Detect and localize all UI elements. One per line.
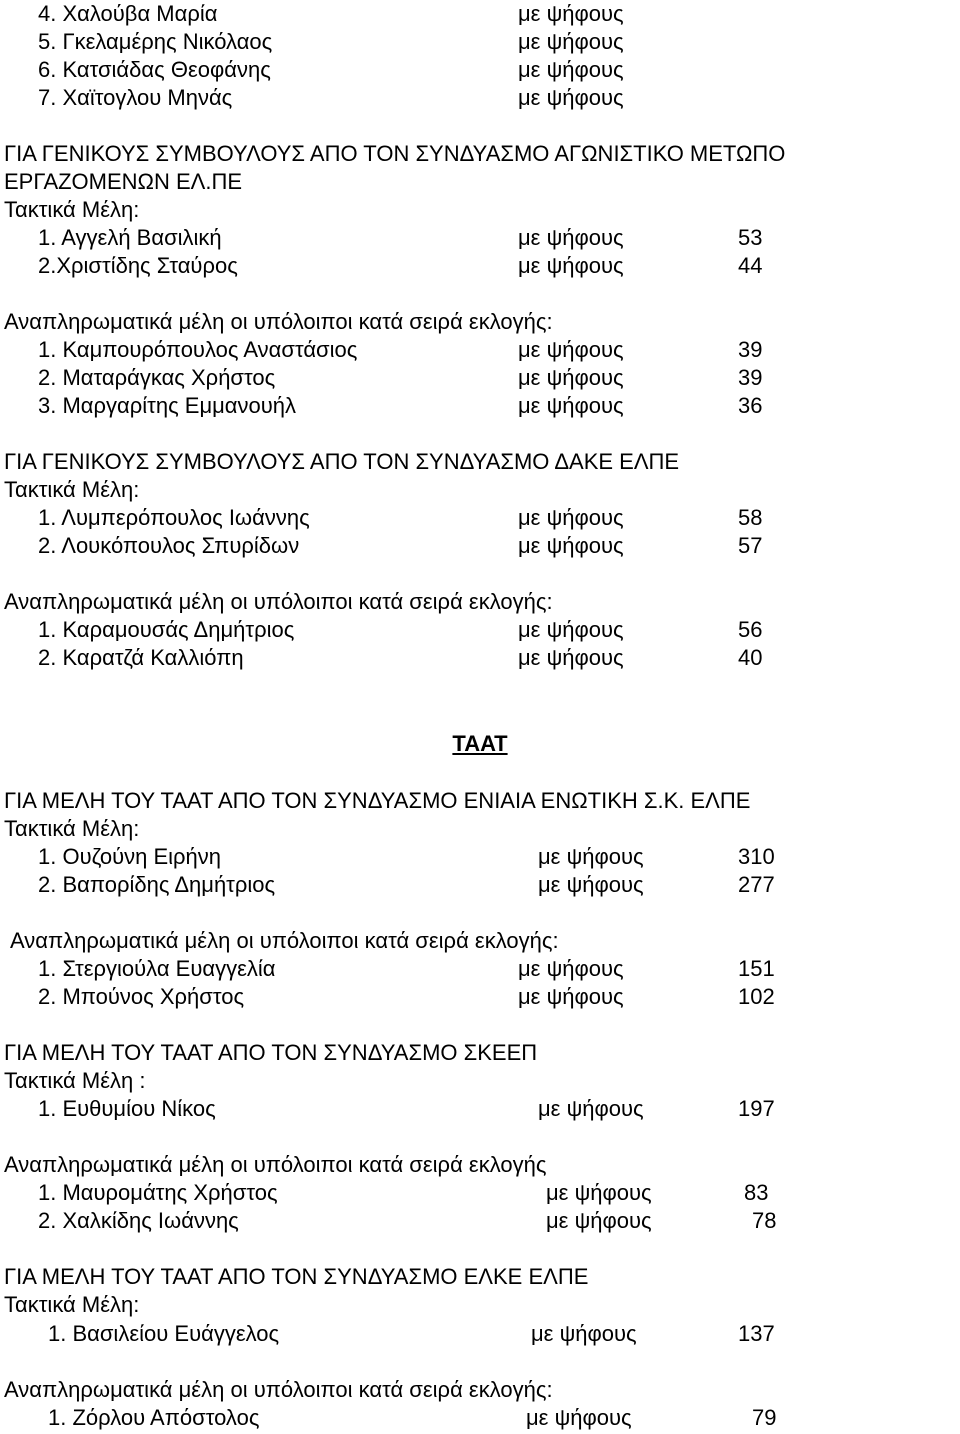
- section-heading: ΓΙΑ ΜΕΛΗ ΤΟΥ ΤΑΑΤ ΑΠΟ ΤΟΝ ΣΥΝΔΥΑΣΜΟ ΣΚΕΕΠ: [4, 1040, 538, 1065]
- candidate-name: 6. Κατσιάδας Θεοφάνης: [38, 57, 271, 82]
- votes-label: με ψήφους: [538, 844, 644, 869]
- candidate-name: 1. Βασιλείου Ευάγγελος: [48, 1321, 280, 1346]
- votes-label: με ψήφους: [518, 984, 624, 1009]
- candidate-name: 2.Χριστίδης Σταύρος: [38, 253, 238, 278]
- candidate-name: 3. Μαργαρίτης Εμμανουήλ: [38, 393, 297, 418]
- votes-label: με ψήφους: [538, 872, 644, 897]
- votes-count: 151: [738, 956, 775, 981]
- votes-count: 39: [738, 337, 763, 362]
- candidate-name: 1. Ουζούνη Ειρήνη: [38, 844, 221, 869]
- candidate-name: 2. Βαπορίδης Δημήτριος: [38, 872, 276, 897]
- candidate-name: 1. Καμπουρόπουλος Αναστάσιος: [38, 337, 358, 362]
- votes-label: με ψήφους: [518, 393, 624, 418]
- regular-members-label: Τακτικά Μέλη:: [4, 197, 140, 222]
- candidate-name: 4. Χαλούβα Μαρία: [38, 1, 218, 26]
- substitute-members-label: Αναπληρωματικά μέλη οι υπόλοιποι κατά σειρά εκλογής:: [4, 309, 553, 334]
- votes-label: με ψήφους: [518, 365, 624, 390]
- substitute-members-label: Αναπληρωματικά μέλη οι υπόλοιποι κατά σειρά εκλογής: [4, 1152, 547, 1177]
- votes-label: με ψήφους: [538, 1096, 644, 1121]
- votes-count: 56: [738, 617, 763, 642]
- candidate-name: 2. Ματαράγκας Χρήστος: [38, 365, 276, 390]
- votes-label: με ψήφους: [518, 29, 624, 54]
- votes-label: με ψήφους: [518, 225, 624, 250]
- votes-label: με ψήφους: [518, 337, 624, 362]
- candidate-name: 7. Χαϊτογλου Μηνάς: [38, 85, 233, 110]
- votes-label: με ψήφους: [518, 57, 624, 82]
- votes-label: με ψήφους: [546, 1208, 652, 1233]
- votes-count: 310: [738, 844, 775, 869]
- candidate-name: 1. Ευθυμίου Νίκος: [38, 1096, 216, 1121]
- votes-label: με ψήφους: [546, 1180, 652, 1205]
- section-heading: ΓΙΑ ΓΕΝΙΚΟΥΣ ΣΥΜΒΟΥΛΟΥΣ ΑΠΟ ΤΟΝ ΣΥΝΔΥΑΣΜΟ ΑΓΩΝΙΣΤΙΚΟ ΜΕΤΩΠΟ: [4, 141, 786, 166]
- candidate-name: 1. Καραμουσάς Δημήτριος: [38, 617, 295, 642]
- candidate-name: 1. Μαυρομάτης Χρήστος: [38, 1180, 278, 1205]
- votes-count: 36: [738, 393, 763, 418]
- votes-label: με ψήφους: [518, 253, 624, 278]
- candidate-name: 2. Λουκόπουλος Σπυρίδων: [38, 533, 300, 558]
- votes-count: 58: [738, 505, 763, 530]
- votes-label: με ψήφους: [531, 1321, 637, 1346]
- votes-label: με ψήφους: [518, 505, 624, 530]
- regular-members-label: Τακτικά Μέλη:: [4, 477, 140, 502]
- substitute-members-label: Αναπληρωματικά μέλη οι υπόλοιποι κατά σειρά εκλογής:: [4, 589, 553, 614]
- section-heading: ΓΙΑ ΓΕΝΙΚΟΥΣ ΣΥΜΒΟΥΛΟΥΣ ΑΠΟ ΤΟΝ ΣΥΝΔΥΑΣΜΟ ΔΑΚΕ ΕΛΠΕ: [4, 449, 680, 474]
- section-heading-cont: ΕΡΓΑΖΟΜΕΝΩΝ ΕΛ.ΠΕ: [4, 169, 243, 194]
- section-heading: ΓΙΑ ΜΕΛΗ ΤΟΥ ΤΑΑΤ ΑΠΟ ΤΟΝ ΣΥΝΔΥΑΣΜΟ ΕΝΙΑΙΑ ΕΝΩΤΙΚΗ Σ.Κ. ΕΛΠΕ: [4, 788, 751, 813]
- regular-members-label: Τακτικά Μέλη:: [4, 816, 140, 841]
- candidate-name: 2. Μπούνος Χρήστος: [38, 984, 245, 1009]
- substitute-members-label: Αναπληρωματικά μέλη οι υπόλοιποι κατά σειρά εκλογής:: [4, 1377, 553, 1402]
- votes-count: 53: [738, 225, 763, 250]
- votes-count: 40: [738, 645, 763, 670]
- regular-members-label: Τακτικά Μέλη :: [4, 1068, 146, 1093]
- page-title: ΤΑΑΤ: [452, 731, 508, 756]
- candidate-name: 5. Γκελαμέρης Νικόλαος: [38, 29, 273, 54]
- candidate-name: 1. Ζόρλου Απόστολος: [48, 1405, 260, 1430]
- candidate-name: 1. Λυμπερόπουλος Ιωάννης: [38, 505, 310, 530]
- votes-label: με ψήφους: [526, 1405, 632, 1430]
- votes-count: 78: [752, 1208, 777, 1233]
- regular-members-label: Τακτικά Μέλη:: [4, 1292, 140, 1317]
- votes-count: 83: [744, 1180, 769, 1205]
- substitute-members-label: Αναπληρωματικά μέλη οι υπόλοιποι κατά σειρά εκλογής:: [10, 928, 559, 953]
- votes-label: με ψήφους: [518, 1, 624, 26]
- section-heading: ΓΙΑ ΜΕΛΗ ΤΟΥ ΤΑΑΤ ΑΠΟ ΤΟΝ ΣΥΝΔΥΑΣΜΟ ΕΛΚΕ ΕΛΠΕ: [4, 1264, 589, 1289]
- votes-label: με ψήφους: [518, 645, 624, 670]
- votes-label: με ψήφους: [518, 533, 624, 558]
- votes-count: 79: [752, 1405, 777, 1430]
- votes-label: με ψήφους: [518, 617, 624, 642]
- votes-count: 57: [738, 533, 763, 558]
- votes-label: με ψήφους: [518, 956, 624, 981]
- votes-label: με ψήφους: [518, 85, 624, 110]
- votes-count: 277: [738, 872, 775, 897]
- votes-count: 137: [738, 1321, 775, 1346]
- votes-count: 102: [738, 984, 775, 1009]
- candidate-name: 2. Καρατζά Καλλιόπη: [38, 645, 244, 670]
- votes-count: 39: [738, 365, 763, 390]
- candidate-name: 2. Χαλκίδης Ιωάννης: [38, 1208, 239, 1233]
- candidate-name: 1. Στεργιούλα Ευαγγελία: [38, 956, 276, 981]
- candidate-name: 1. Αγγελή Βασιλική: [38, 225, 222, 250]
- votes-count: 197: [738, 1096, 775, 1121]
- votes-count: 44: [738, 253, 763, 278]
